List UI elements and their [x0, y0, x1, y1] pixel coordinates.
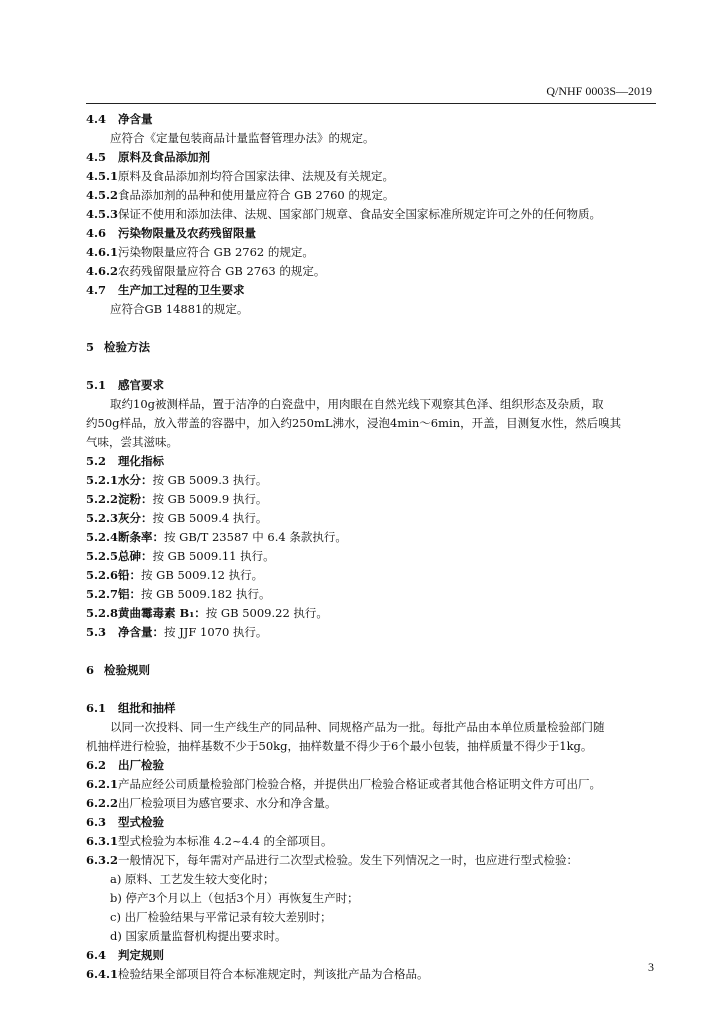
paragraph	[86, 395, 658, 452]
section-number: 4.4	[86, 112, 107, 126]
clause-number: 5.2.4	[86, 530, 119, 544]
section-number: 4.6	[86, 226, 107, 240]
clause-label: 黄曲霉毒素 B₁：	[118, 606, 206, 620]
paragraph-line: 约50g样品，放入带盖的容器中，加入约250mL沸水，浸泡4min～6min，开盖，目测复水性，然后嗅其	[86, 416, 622, 430]
body-text: 应符合GB 14881的规定。	[110, 302, 249, 316]
document-code: Q/NHF 0003S—2019	[546, 84, 652, 98]
section-number: 6.3	[86, 815, 107, 829]
clause	[86, 585, 658, 604]
clause	[86, 604, 658, 623]
clause-text: 按 GB 5009.9 执行。	[152, 492, 268, 506]
section-heading	[86, 110, 658, 129]
clause-text: 型式检验为本标准 4.2~4.4 的全部项目。	[118, 834, 333, 848]
section-title: 感官要求	[118, 378, 164, 392]
clause-number: 6.2.2	[86, 796, 119, 810]
section-number: 6.1	[86, 701, 107, 715]
section-number: 4.7	[86, 283, 107, 297]
clause-number: 6.4.1	[86, 967, 119, 981]
clause-number: 5.2.1	[86, 473, 119, 487]
section-heading	[86, 148, 658, 167]
section-heading	[86, 756, 658, 775]
section-heading	[86, 224, 658, 243]
spacer	[86, 357, 658, 376]
clause-text: 产品应经公司质量检验部门检验合格，并提供出厂检验合格证或者其他合格证明文件方可出厂。	[118, 777, 601, 791]
spacer	[86, 319, 658, 338]
chapter-title: 检验规则	[104, 663, 150, 677]
header-rule	[86, 103, 656, 104]
clause-text: 按 GB 5009.3 执行。	[152, 473, 268, 487]
list-item: a) 原料、工艺发生较大变化时；	[110, 872, 275, 886]
clause-number: 4.5.2	[86, 188, 119, 202]
section-title: 生产加工过程的卫生要求	[118, 283, 245, 297]
chapter-heading	[86, 661, 658, 680]
clause-text: 按 GB 5009.182 执行。	[141, 587, 271, 601]
section-number: 4.5	[86, 150, 107, 164]
clause	[86, 775, 658, 794]
section-title: 原料及食品添加剂	[118, 150, 210, 164]
section-number: 6.2	[86, 758, 107, 772]
clause-label: 断条率：	[118, 530, 164, 544]
clause	[86, 832, 658, 851]
chapter-title: 检验方法	[104, 340, 150, 354]
list-item: d) 国家质量监督机构提出要求时。	[110, 929, 287, 943]
clause-number: 6.3.1	[86, 834, 119, 848]
clause	[86, 547, 658, 566]
section-title: 组批和抽样	[118, 701, 176, 715]
spacer	[86, 642, 658, 661]
clause-text: 一般情况下，每年需对产品进行二次型式检验。发生下列情况之一时，也应进行型式检验：	[118, 853, 578, 867]
body-text: 应符合《定量包装商品计量监督管理办法》的规定。	[110, 131, 375, 145]
clause-number: 4.6.1	[86, 245, 119, 259]
clause-label: 淀粉：	[118, 492, 153, 506]
clause	[86, 851, 658, 870]
clause	[86, 509, 658, 528]
clause-text: 按 GB/T 23587 中 6.4 条款执行。	[164, 530, 347, 544]
section-heading	[86, 946, 658, 965]
page-number: 3	[648, 960, 654, 974]
clause-text: 按 GB 5009.4 执行。	[152, 511, 268, 525]
section-title: 污染物限量及农药残留限量	[118, 226, 256, 240]
section-title: 净含量	[118, 112, 153, 126]
clause-label: 灰分：	[118, 511, 153, 525]
section-title: 型式检验	[118, 815, 164, 829]
list-item: c) 出厂检验结果与平常记录有较大差别时；	[110, 910, 332, 924]
clause-label: 总砷：	[118, 549, 153, 563]
clause-text: 农药残留限量应符合 GB 2763 的规定。	[118, 264, 326, 278]
clause-number: 5.3	[86, 625, 107, 639]
paragraph	[86, 718, 658, 756]
clause-number: 4.5.1	[86, 169, 119, 183]
clause-number: 4.5.3	[86, 207, 119, 221]
clause-text: 按 GB 5009.12 执行。	[141, 568, 264, 582]
section-heading	[86, 452, 658, 471]
clause	[86, 243, 658, 262]
clause	[86, 167, 658, 186]
clause-text: 按 JJF 1070 执行。	[164, 625, 268, 639]
clause-number: 5.2.3	[86, 511, 119, 525]
section-heading	[86, 813, 658, 832]
chapter-number: 6	[86, 663, 95, 677]
section-heading	[86, 376, 658, 395]
clause	[86, 490, 658, 509]
clause-text: 检验结果全部项目符合本标准规定时，判该批产品为合格品。	[118, 967, 429, 981]
clause-number: 4.6.2	[86, 264, 119, 278]
chapter-number: 5	[86, 340, 95, 354]
clause-number: 5.2.7	[86, 587, 119, 601]
clause	[86, 205, 658, 224]
clause	[86, 623, 658, 642]
list-item: b) 停产3个月以上（包括3个月）再恢复生产时；	[110, 891, 359, 905]
clause	[86, 471, 658, 490]
paragraph-line: 机抽样进行检验，抽样基数不少于50kg，抽样数量不得少于6个最小包装，抽样质量不得少于1kg。	[86, 739, 593, 753]
clause	[86, 528, 658, 547]
clause-text: 按 GB 5009.11 执行。	[152, 549, 275, 563]
section-title: 判定规则	[118, 948, 164, 962]
paragraph-line: 以同一次投料、同一生产线生产的同品种、同规格产品为一批。每批产品由本单位质量检验部门随	[110, 720, 605, 734]
clause	[86, 186, 658, 205]
clause-text: 食品添加剂的品种和使用量应符合 GB 2760 的规定。	[118, 188, 395, 202]
section-number: 5.2	[86, 454, 107, 468]
clause-number: 5.2.2	[86, 492, 119, 506]
clause-number: 5.2.6	[86, 568, 119, 582]
document-body	[86, 110, 658, 984]
clause-label: 净含量：	[118, 625, 164, 639]
clause-number: 6.2.1	[86, 777, 119, 791]
clause-text: 原料及食品添加剂均符合国家法律、法规及有关规定。	[118, 169, 394, 183]
chapter-heading	[86, 338, 658, 357]
clause-label: 铅：	[118, 568, 141, 582]
clause	[86, 566, 658, 585]
section-title: 出厂检验	[118, 758, 164, 772]
clause	[86, 262, 658, 281]
section-number: 6.4	[86, 948, 107, 962]
clause-number: 5.2.8	[86, 606, 119, 620]
clause	[86, 794, 658, 813]
clause-number: 5.2.5	[86, 549, 119, 563]
section-heading	[86, 281, 658, 300]
clause	[86, 965, 658, 984]
paragraph-line: 取约10g被测样品，置于洁净的白瓷盘中，用肉眼在自然光线下观察其色泽、组织形态及杂质，取	[110, 397, 604, 411]
section-heading	[86, 699, 658, 718]
clause-label: 铝：	[118, 587, 141, 601]
section-title: 理化指标	[118, 454, 164, 468]
clause-text: 保证不使用和添加法律、法规、国家部门规章、食品安全国家标准所规定许可之外的任何物质。	[118, 207, 601, 221]
clause-text: 污染物限量应符合 GB 2762 的规定。	[118, 245, 314, 259]
clause-number: 6.3.2	[86, 853, 119, 867]
clause-text: 按 GB 5009.22 执行。	[205, 606, 328, 620]
paragraph-line: 气味，尝其滋味。	[86, 435, 178, 449]
clause-label: 水分：	[118, 473, 153, 487]
section-number: 5.1	[86, 378, 107, 392]
spacer	[86, 680, 658, 699]
clause-text: 出厂检验项目为感官要求、水分和净含量。	[118, 796, 337, 810]
